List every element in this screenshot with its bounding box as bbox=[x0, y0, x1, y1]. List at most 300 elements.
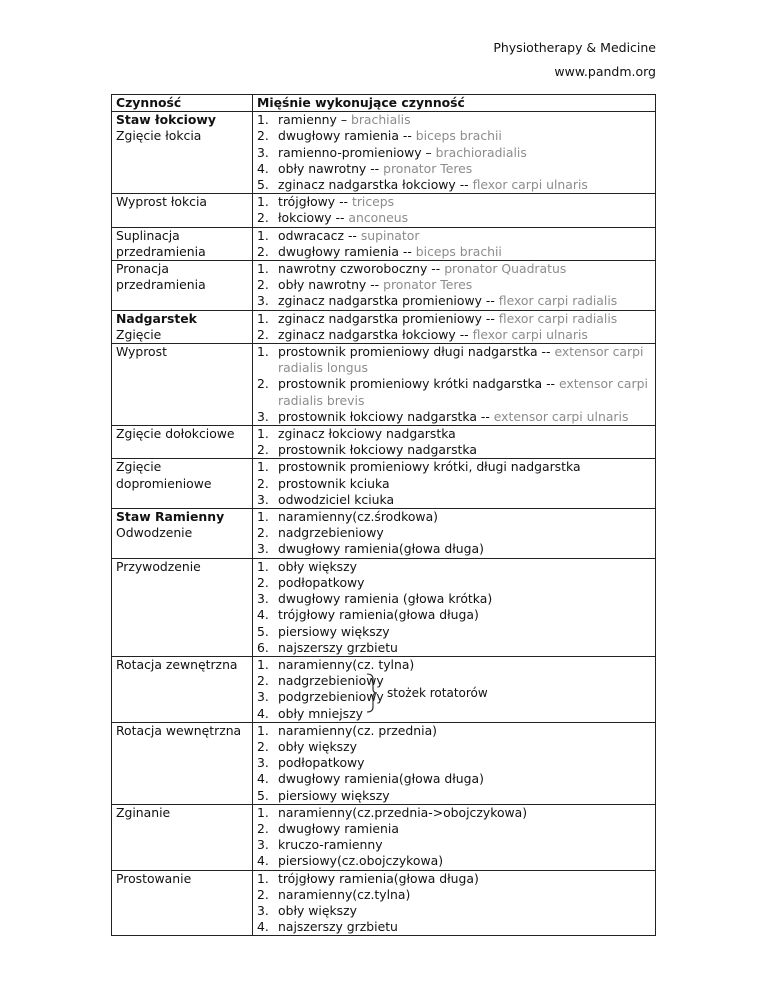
action-label: Zgięcie dołokciowe bbox=[116, 426, 235, 442]
muscle-polish-name: trójgłowy bbox=[278, 194, 336, 210]
item-text bbox=[278, 112, 653, 128]
muscle-item bbox=[257, 771, 653, 787]
action-label: Przywodzenie bbox=[116, 558, 201, 574]
muscle-list bbox=[257, 723, 653, 804]
table-row bbox=[112, 656, 656, 722]
muscle-polish-name: prostownik promieniowy długi nadgarstka bbox=[278, 344, 538, 360]
muscle-item bbox=[257, 426, 653, 442]
item-number: 2. bbox=[257, 128, 269, 144]
muscle-polish-name: nadgrzebieniowy bbox=[278, 525, 384, 541]
muscle-list bbox=[257, 261, 653, 310]
name-separator: -- bbox=[335, 194, 352, 210]
item-number: 4. bbox=[257, 771, 269, 787]
name-separator: -- bbox=[542, 376, 559, 392]
muscle-polish-name: odwracacz bbox=[278, 227, 344, 243]
name-separator: -- bbox=[398, 243, 416, 259]
muscle-list bbox=[257, 311, 653, 343]
muscle-item bbox=[257, 657, 653, 673]
muscle-polish-name: nawrotny czworoboczny bbox=[278, 261, 428, 277]
item-number: 2. bbox=[257, 326, 269, 342]
brace-icon bbox=[365, 673, 379, 713]
muscle-polish-name: ramienno-promieniowy bbox=[278, 144, 422, 160]
action-label: Rotacja zewnętrzna bbox=[116, 656, 238, 672]
item-text bbox=[278, 344, 653, 376]
muscle-polish-name: naramienny(cz. przednia) bbox=[278, 722, 438, 738]
item-number: 3. bbox=[257, 689, 269, 705]
muscle-polish-name: obły większy bbox=[278, 902, 357, 918]
item-number: 4. bbox=[257, 705, 269, 721]
muscle-polish-name: dwugłowy ramienia(głowa długa) bbox=[278, 771, 484, 787]
table-row bbox=[112, 344, 656, 426]
item-number: 1. bbox=[257, 656, 269, 672]
muscle-item bbox=[257, 327, 653, 343]
action-cell bbox=[112, 310, 253, 343]
muscles-cell bbox=[253, 227, 656, 260]
muscle-polish-name: prostownik łokciowy nadgarstka bbox=[278, 442, 477, 458]
muscle-latin-name: extensor carpi ulnaris bbox=[493, 408, 629, 424]
item-number: 2. bbox=[257, 525, 269, 541]
muscle-item bbox=[257, 145, 653, 161]
muscle-polish-name: podgrzebieniowy bbox=[278, 689, 384, 705]
item-text bbox=[278, 871, 653, 887]
item-text bbox=[278, 559, 653, 575]
muscle-polish-name: nadgrzebieniowy bbox=[278, 673, 384, 689]
name-separator: – bbox=[336, 112, 351, 128]
muscles-cell bbox=[253, 804, 656, 870]
muscle-list bbox=[257, 112, 653, 193]
muscle-item bbox=[257, 837, 653, 853]
item-number: 2. bbox=[257, 738, 269, 754]
item-text bbox=[278, 575, 653, 591]
muscle-polish-name: naramienny(cz.środkowa) bbox=[278, 509, 438, 525]
muscles-cell bbox=[253, 722, 656, 804]
muscle-item bbox=[257, 706, 653, 722]
item-text bbox=[278, 311, 653, 327]
table-row bbox=[112, 870, 656, 936]
action-cell bbox=[112, 112, 253, 194]
muscle-list bbox=[257, 194, 653, 226]
name-separator: -- bbox=[476, 408, 494, 424]
muscle-latin-name: triceps bbox=[351, 194, 395, 210]
muscle-latin-name: flexor carpi ulnaris bbox=[472, 326, 588, 342]
table-row bbox=[112, 509, 656, 559]
muscle-item bbox=[257, 919, 653, 935]
item-number: 2. bbox=[257, 820, 269, 836]
muscle-polish-name: zginacz nadgarstka promieniowy bbox=[278, 310, 482, 326]
rotator-cuff-note: stożek rotatorów bbox=[387, 685, 488, 700]
joint-group-label: Nadgarstek bbox=[116, 310, 197, 326]
item-text bbox=[278, 657, 653, 673]
action-cell bbox=[112, 459, 253, 509]
item-text bbox=[278, 853, 653, 869]
muscle-polish-name: piersiowy większy bbox=[278, 787, 390, 803]
item-text bbox=[278, 607, 653, 623]
muscle-item bbox=[257, 805, 653, 821]
muscle-item bbox=[257, 261, 653, 277]
muscle-latin-name: extensor carpi radialis brevis bbox=[278, 376, 648, 408]
item-text bbox=[278, 293, 653, 309]
muscle-polish-name: dwugłowy ramienia bbox=[278, 820, 399, 836]
item-number: 1. bbox=[257, 509, 269, 525]
muscle-list bbox=[257, 509, 653, 558]
muscle-item bbox=[257, 575, 653, 591]
muscle-list bbox=[257, 559, 653, 656]
muscle-item bbox=[257, 293, 653, 309]
muscles-cell bbox=[253, 459, 656, 509]
item-text bbox=[278, 903, 653, 919]
item-number: 1. bbox=[257, 426, 269, 442]
name-separator: -- bbox=[481, 293, 499, 309]
muscle-item bbox=[257, 739, 653, 755]
muscle-item bbox=[257, 112, 653, 128]
muscle-latin-name: brachialis bbox=[350, 112, 411, 128]
item-text bbox=[278, 492, 653, 508]
muscle-latin-name: biceps brachii bbox=[415, 128, 502, 144]
name-separator: -- bbox=[455, 326, 473, 342]
muscle-polish-name: zginacz nadgarstka łokciowy bbox=[278, 326, 456, 342]
muscle-polish-name: prostownik kciuka bbox=[278, 475, 390, 491]
muscles-cell bbox=[253, 558, 656, 656]
muscle-polish-name: dwugłowy ramienia (głowa krótka) bbox=[278, 591, 493, 607]
item-text bbox=[278, 476, 653, 492]
item-text bbox=[278, 426, 653, 442]
muscle-item bbox=[257, 177, 653, 193]
muscle-list bbox=[257, 805, 653, 870]
muscle-item bbox=[257, 509, 653, 525]
item-text bbox=[278, 177, 653, 193]
item-number: 2. bbox=[257, 243, 269, 259]
column-header-action bbox=[112, 95, 253, 112]
muscle-item bbox=[257, 591, 653, 607]
item-text bbox=[278, 277, 653, 293]
action-cell bbox=[112, 426, 253, 459]
table-row bbox=[112, 426, 656, 459]
muscles-cell bbox=[253, 656, 656, 722]
muscle-item bbox=[257, 755, 653, 771]
action-label: Suplinacja przedramienia bbox=[116, 227, 206, 259]
muscle-list bbox=[257, 228, 653, 260]
item-text bbox=[278, 706, 653, 722]
item-number: 3. bbox=[257, 491, 269, 507]
item-number: 2. bbox=[257, 475, 269, 491]
muscle-polish-name: podłopatkowy bbox=[278, 574, 365, 590]
item-text bbox=[278, 161, 653, 177]
muscle-latin-name: pronator Teres bbox=[383, 160, 473, 176]
item-text bbox=[278, 919, 653, 935]
muscle-list bbox=[257, 344, 653, 425]
item-text bbox=[278, 376, 653, 408]
muscle-item bbox=[257, 525, 653, 541]
item-number: 5. bbox=[257, 177, 269, 193]
muscle-item bbox=[257, 853, 653, 869]
item-text bbox=[278, 459, 653, 475]
muscle-item bbox=[257, 640, 653, 656]
action-label: Rotacja wewnętrzna bbox=[116, 722, 242, 738]
item-text bbox=[278, 145, 653, 161]
action-label: Zginanie bbox=[116, 804, 171, 820]
muscle-polish-name: kruczo-ramienny bbox=[278, 837, 383, 853]
item-number: 2. bbox=[257, 574, 269, 590]
muscle-polish-name: obły nawrotny bbox=[278, 277, 367, 293]
muscle-item bbox=[257, 821, 653, 837]
muscle-polish-name: naramienny(cz.przednia->obojczykowa) bbox=[278, 804, 528, 820]
item-text bbox=[278, 509, 653, 525]
muscle-latin-name: flexor carpi radialis bbox=[498, 310, 618, 326]
name-separator: -- bbox=[344, 227, 361, 243]
item-number: 2. bbox=[257, 673, 269, 689]
brace-path bbox=[367, 674, 377, 712]
action-cell bbox=[112, 344, 253, 426]
item-number: 1. bbox=[257, 310, 269, 326]
table-row bbox=[112, 558, 656, 656]
item-text bbox=[278, 805, 653, 821]
column-header-muscles bbox=[253, 95, 656, 112]
action-label: Zgięcie dopromieniowe bbox=[116, 459, 212, 491]
muscle-latin-name: brachioradialis bbox=[435, 144, 527, 160]
item-text bbox=[278, 640, 653, 656]
item-text bbox=[278, 261, 653, 277]
muscles-cell bbox=[253, 870, 656, 936]
muscle-item bbox=[257, 723, 653, 739]
name-separator: -- bbox=[481, 310, 499, 326]
table-row bbox=[112, 310, 656, 343]
muscle-latin-name: flexor carpi ulnaris bbox=[472, 177, 588, 193]
item-number: 2. bbox=[257, 886, 269, 902]
item-number: 4. bbox=[257, 919, 269, 935]
name-separator: -- bbox=[455, 177, 473, 193]
item-number: 3. bbox=[257, 541, 269, 557]
muscle-item bbox=[257, 228, 653, 244]
col1-header-text: Czynność bbox=[116, 95, 182, 110]
item-text bbox=[278, 821, 653, 837]
muscle-polish-name: zginacz łokciowy nadgarstka bbox=[278, 426, 456, 442]
action-cell bbox=[112, 804, 253, 870]
item-text bbox=[278, 591, 653, 607]
item-text bbox=[278, 788, 653, 804]
muscles-cell bbox=[253, 112, 656, 194]
muscle-item bbox=[257, 376, 653, 408]
muscle-polish-name: zginacz nadgarstka łokciowy bbox=[278, 177, 456, 193]
muscle-list bbox=[257, 426, 653, 458]
muscle-polish-name: trójgłowy ramienia(głowa długa) bbox=[278, 607, 479, 623]
item-number: 5. bbox=[257, 623, 269, 639]
table-row bbox=[112, 722, 656, 804]
item-text bbox=[278, 624, 653, 640]
item-number: 4. bbox=[257, 607, 269, 623]
item-number: 1. bbox=[257, 870, 269, 886]
muscle-polish-name: naramienny(cz. tylna) bbox=[278, 656, 415, 672]
item-number: 1. bbox=[257, 261, 269, 277]
muscle-polish-name: piersiowy(cz.obojczykowa) bbox=[278, 853, 444, 869]
muscle-latin-name: pronator Teres bbox=[383, 277, 473, 293]
item-text bbox=[278, 244, 653, 260]
item-number: 3. bbox=[257, 837, 269, 853]
muscles-cell bbox=[253, 426, 656, 459]
item-text bbox=[278, 442, 653, 458]
name-separator: -- bbox=[427, 261, 445, 277]
muscle-polish-name: podłopatkowy bbox=[278, 755, 365, 771]
site-url: www.pandm.org bbox=[554, 64, 656, 79]
muscle-item bbox=[257, 476, 653, 492]
action-label: Prostowanie bbox=[116, 870, 192, 886]
action-label: Wyprost łokcia bbox=[116, 194, 208, 210]
item-number: 1. bbox=[257, 558, 269, 574]
muscle-polish-name: najszerszy grzbietu bbox=[278, 919, 398, 935]
muscle-latin-name: pronator Quadratus bbox=[444, 261, 567, 277]
table-row bbox=[112, 459, 656, 509]
muscle-item bbox=[257, 887, 653, 903]
muscle-polish-name: najszerszy grzbietu bbox=[278, 639, 398, 655]
item-number: 1. bbox=[257, 194, 269, 210]
item-number: 3. bbox=[257, 293, 269, 309]
item-text bbox=[278, 327, 653, 343]
item-number: 3. bbox=[257, 408, 269, 424]
muscle-polish-name: odwodziciel kciuka bbox=[278, 491, 395, 507]
muscle-item bbox=[257, 459, 653, 475]
item-text bbox=[278, 228, 653, 244]
muscle-item bbox=[257, 128, 653, 144]
item-number: 1. bbox=[257, 227, 269, 243]
name-separator: -- bbox=[398, 128, 416, 144]
muscle-latin-name: flexor carpi radialis bbox=[498, 293, 618, 309]
item-number: 1. bbox=[257, 459, 269, 475]
col2-header-text: Mięśnie wykonujące czynność bbox=[257, 95, 465, 110]
item-text bbox=[278, 525, 653, 541]
action-cell bbox=[112, 722, 253, 804]
muscle-list bbox=[257, 871, 653, 936]
item-text bbox=[278, 771, 653, 787]
item-number: 2. bbox=[257, 210, 269, 226]
muscle-item bbox=[257, 277, 653, 293]
muscle-polish-name: prostownik promieniowy krótki nadgarstka bbox=[278, 376, 543, 392]
muscle-item bbox=[257, 244, 653, 260]
muscle-item bbox=[257, 903, 653, 919]
item-text bbox=[278, 739, 653, 755]
item-number: 1. bbox=[257, 804, 269, 820]
item-number: 3. bbox=[257, 591, 269, 607]
name-separator: -- bbox=[537, 344, 555, 360]
muscle-polish-name: obły mniejszy bbox=[278, 705, 363, 721]
item-number: 1. bbox=[257, 344, 269, 360]
muscle-polish-name: piersiowy większy bbox=[278, 623, 390, 639]
muscle-item bbox=[257, 194, 653, 210]
muscles-cell bbox=[253, 509, 656, 559]
muscle-polish-name: naramienny(cz.tylna) bbox=[278, 886, 411, 902]
muscle-item bbox=[257, 624, 653, 640]
muscle-polish-name: zginacz nadgarstka promieniowy bbox=[278, 293, 482, 309]
item-number: 5. bbox=[257, 787, 269, 803]
muscle-polish-name: dwugłowy ramienia(głowa długa) bbox=[278, 541, 484, 557]
item-number: 2. bbox=[257, 277, 269, 293]
action-cell bbox=[112, 227, 253, 260]
action-label: Odwodzenie bbox=[116, 525, 193, 541]
joint-group-label: Staw łokciowy bbox=[116, 112, 216, 128]
item-number: 3. bbox=[257, 902, 269, 918]
table-row bbox=[112, 194, 656, 227]
name-separator: -- bbox=[366, 160, 384, 176]
table-header-row bbox=[112, 95, 656, 112]
muscle-item bbox=[257, 161, 653, 177]
item-number: 2. bbox=[257, 442, 269, 458]
action-cell bbox=[112, 558, 253, 656]
action-label: Pronacja przedramienia bbox=[116, 261, 206, 293]
action-cell bbox=[112, 194, 253, 227]
muscle-item bbox=[257, 344, 653, 376]
item-text bbox=[278, 409, 653, 425]
muscle-polish-name: prostownik łokciowy nadgarstka bbox=[278, 408, 477, 424]
name-separator: -- bbox=[366, 277, 384, 293]
muscle-polish-name: dwugłowy ramienia bbox=[278, 243, 399, 259]
muscle-polish-name: ramienny bbox=[278, 112, 337, 128]
item-number: 3. bbox=[257, 144, 269, 160]
name-separator: -- bbox=[331, 210, 349, 226]
muscle-item bbox=[257, 607, 653, 623]
item-text bbox=[278, 755, 653, 771]
muscle-polish-name: obły większy bbox=[278, 738, 357, 754]
item-text bbox=[278, 128, 653, 144]
item-number: 4. bbox=[257, 853, 269, 869]
name-separator: – bbox=[421, 144, 436, 160]
muscle-item bbox=[257, 442, 653, 458]
action-cell bbox=[112, 656, 253, 722]
item-number: 2. bbox=[257, 376, 269, 392]
muscle-item bbox=[257, 210, 653, 226]
muscle-action-table bbox=[111, 94, 656, 936]
joint-group-label: Staw Ramienny bbox=[116, 509, 225, 525]
item-number: 1. bbox=[257, 722, 269, 738]
muscle-latin-name: anconeus bbox=[348, 210, 409, 226]
muscle-item bbox=[257, 492, 653, 508]
table-row bbox=[112, 804, 656, 870]
page-header bbox=[493, 36, 656, 84]
table-body bbox=[112, 95, 656, 936]
item-number: 1. bbox=[257, 112, 269, 128]
item-number: 3. bbox=[257, 755, 269, 771]
table-row bbox=[112, 112, 656, 194]
muscle-polish-name: prostownik promieniowy krótki, długi nadgarstka bbox=[278, 459, 581, 475]
action-cell bbox=[112, 870, 253, 936]
muscle-item bbox=[257, 559, 653, 575]
muscle-polish-name: obły nawrotny bbox=[278, 160, 367, 176]
action-cell bbox=[112, 509, 253, 559]
action-label: Zgięcie bbox=[116, 326, 162, 342]
muscle-polish-name: łokciowy bbox=[278, 210, 332, 226]
muscles-cell bbox=[253, 194, 656, 227]
muscle-item bbox=[257, 311, 653, 327]
muscles-cell bbox=[253, 261, 656, 311]
muscle-item bbox=[257, 788, 653, 804]
table-row bbox=[112, 227, 656, 260]
item-number: 4. bbox=[257, 160, 269, 176]
muscle-item bbox=[257, 871, 653, 887]
muscle-latin-name: supinator bbox=[360, 227, 420, 243]
item-number: 6. bbox=[257, 639, 269, 655]
muscle-polish-name: trójgłowy ramienia(głowa długa) bbox=[278, 870, 479, 886]
item-text bbox=[278, 723, 653, 739]
muscle-polish-name: obły większy bbox=[278, 558, 357, 574]
muscles-cell bbox=[253, 344, 656, 426]
action-label: Wyprost bbox=[116, 344, 167, 360]
muscle-item bbox=[257, 409, 653, 425]
muscle-polish-name: dwugłowy ramienia bbox=[278, 128, 399, 144]
table-row bbox=[112, 261, 656, 311]
muscle-latin-name: extensor carpi radialis longus bbox=[278, 344, 644, 376]
muscle-item bbox=[257, 541, 653, 557]
action-cell bbox=[112, 261, 253, 311]
item-text bbox=[278, 837, 653, 853]
muscle-latin-name: biceps brachii bbox=[415, 243, 502, 259]
muscle-list bbox=[257, 459, 653, 508]
